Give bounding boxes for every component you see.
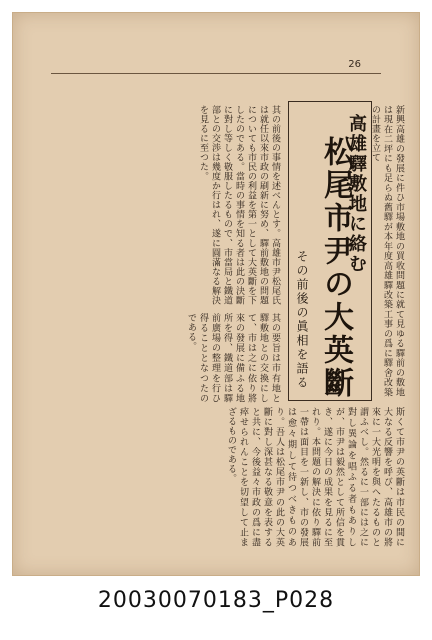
- page-number: 26: [348, 59, 361, 70]
- body-text-bottom: 斯くて市尹の英斷は市民の間に大なる反響を呼び、高雄市の將來に一大光明を與へたるものと謂ふべし。然るに一部には之に對し異論を唱ふる者もありしが、市尹は毅然として所信を貫き、遂に今日の成果を見るに至れり。本問題の解決に依り驛前一帶は面目を一新し、市の發展は愈々期して待つべきものあり。吾人は松尾市尹の此の大英斷に對し深甚なる敬意を表すると共に、今後益々市政の爲に盡瘁せられんことを切望して止まざるものである。: [226, 407, 404, 547]
- body-text-right: 新興高雄の發展に件ひ市場敷地の買收問題に就て見ゆる驛前の敷地は現在二坪にも足らぬ舊驛が本年度高雄驛改築工事の爲に驛舍改築の計畫を立て: [370, 105, 404, 397]
- title-line-1: 高雄驛敷地に絡む: [346, 114, 367, 274]
- subtitle: その前後の眞相を語る: [295, 250, 309, 390]
- title-line-2: 松尾市尹の大英斷: [318, 136, 353, 400]
- title-box: [288, 101, 372, 401]
- archive-caption: 20030070183_P028: [97, 588, 335, 613]
- body-text-left-middle: 其の要旨は市有地と驛敷地との交換にして、市は之に依り將來の發展に備ふる地所を得、鐵道部は驛前廣場の整理を行ひ得ることとなつたのである。: [186, 313, 280, 403]
- document-page: [12, 12, 420, 576]
- header-rule: [51, 73, 381, 74]
- body-text-left-top: 其の前後の事情を述べんとす。高雄市尹松尾氏は就任以來市政の刷新に努め、驛前敷地の問題についても市民の利益を第一として大英斷を下したのである。當時の事情を知る者は此の決斷に對し等しく敬服したるもので、市當局と鐵道部との交渉は幾度か行はれ、遂に圓滿なる解決を見るに至つた。: [198, 105, 280, 305]
